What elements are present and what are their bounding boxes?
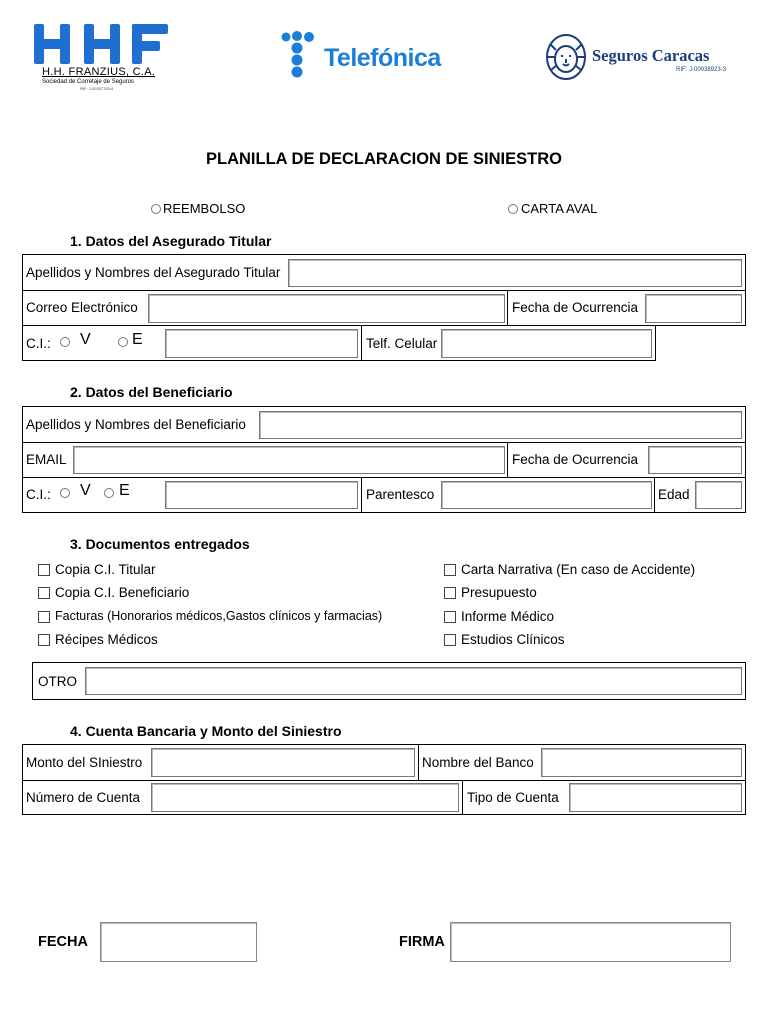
s2-fecha-label: Fecha de Ocurrencia [512,452,639,467]
s4-cuenta-input[interactable] [151,783,459,812]
s1-ci-v-radio[interactable] [60,337,70,347]
s1-telf-input[interactable] [441,329,652,358]
seguros-rif: RIF: J-00038923-3 [676,67,727,73]
s2-ci-v-label: V [80,482,91,499]
telefonica-wordmark: Telefónica [324,44,441,72]
s4-monto-input[interactable] [151,748,415,777]
reembolso-radio[interactable] [151,204,161,214]
fecha-label: FECHA [38,934,88,950]
s2-ci-input[interactable] [165,481,358,509]
s1-fecha-input[interactable] [645,294,742,323]
s1-ci-e-radio[interactable] [118,337,128,347]
s1-ci-e-label: E [132,331,143,348]
s1-ci-input[interactable] [165,329,358,358]
s4-cuenta-label: Número de Cuenta [26,790,141,805]
s2-ci-e-label: E [119,482,130,499]
s2-edad-label: Edad [658,487,690,502]
hhf-rif: RIF: J-00337763-6 [80,86,114,91]
doc-checkbox[interactable] [38,587,50,599]
s1-nombres-input[interactable] [288,259,742,287]
section2-heading: 2. Datos del Beneficiario [70,384,233,400]
doc-checkbox[interactable] [444,587,456,599]
seguros-wordmark: Seguros Caracas [592,46,710,65]
lion-icon [544,32,588,82]
section4-heading: 4. Cuenta Bancaria y Monto del Siniestro [70,723,342,739]
otro-input[interactable] [85,667,742,695]
s1-nombres-label: Apellidos y Nombres del Asegurado Titular [26,265,281,280]
doc-label: Copia C.I. Beneficiario [55,585,190,600]
hhf-tagline: Sociedad de Corretaje de Seguros [42,79,135,85]
doc-checkbox[interactable] [38,634,50,646]
s2-email-input[interactable] [73,446,505,474]
reembolso-label: REEMBOLSO [163,201,246,216]
s2-email-label: EMAIL [26,452,67,467]
otro-label: OTRO [38,674,77,689]
doc-checkbox[interactable] [444,564,456,576]
s2-edad-input[interactable] [695,481,742,509]
doc-label: Facturas (Honorarios médicos,Gastos clínicos y farmacias) [55,609,383,623]
s4-tipo-label: Tipo de Cuenta [467,790,559,805]
seguros-caracas-logo [544,32,734,86]
s2-nombres-label: Apellidos y Nombres del Beneficiario [26,417,246,432]
s1-ci-v-label: V [80,331,91,348]
hhf-name: H.H. FRANZIUS, C.A. [42,66,156,78]
s4-tipo-input[interactable] [569,783,742,812]
hhf-logo [32,20,172,92]
carta-aval-label: CARTA AVAL [521,201,598,216]
doc-checkbox[interactable] [444,634,456,646]
doc-label: Estudios Clínicos [461,632,565,647]
doc-label: Carta Narrativa (En caso de Accidente) [461,562,696,577]
s2-ci-v-radio[interactable] [60,488,70,498]
s1-correo-input[interactable] [148,294,505,323]
s2-ci-e-radio[interactable] [104,488,114,498]
doc-label: Presupuesto [461,585,537,600]
firma-label: FIRMA [399,934,445,950]
s2-nombres-input[interactable] [259,411,742,439]
s2-fecha-input[interactable] [648,446,742,474]
firma-input[interactable] [450,922,731,962]
s2-ci-label: C.I.: [26,487,51,502]
s1-correo-label: Correo Electrónico [26,300,138,315]
hhf-logo-mark [32,20,172,66]
s1-ci-label: C.I.: [26,336,51,351]
s4-banco-label: Nombre del Banco [422,755,534,770]
s4-banco-input[interactable] [541,748,742,777]
s1-fecha-label: Fecha de Ocurrencia [512,300,639,315]
section1-heading: 1. Datos del Asegurado Titular [70,233,272,249]
telefonica-logo [280,30,445,82]
page-title: PLANILLA DE DECLARACION DE SINIESTRO [206,150,562,168]
fecha-input[interactable] [100,922,257,962]
doc-checkbox[interactable] [444,611,456,623]
doc-label: Copia C.I. Titular [55,562,156,577]
doc-checkbox[interactable] [38,611,50,623]
telefonica-dots-icon [280,30,322,82]
s2-parentesco-label: Parentesco [366,487,435,502]
s4-monto-label: Monto del SIniestro [26,755,143,770]
s1-telf-label: Telf. Celular [366,336,438,351]
doc-checkbox[interactable] [38,564,50,576]
s2-parentesco-input[interactable] [441,481,652,509]
section3-heading: 3. Documentos entregados [70,536,250,552]
carta-aval-radio[interactable] [508,204,518,214]
doc-label: Informe Médico [461,609,555,624]
doc-label: Récipes Médicos [55,632,158,647]
